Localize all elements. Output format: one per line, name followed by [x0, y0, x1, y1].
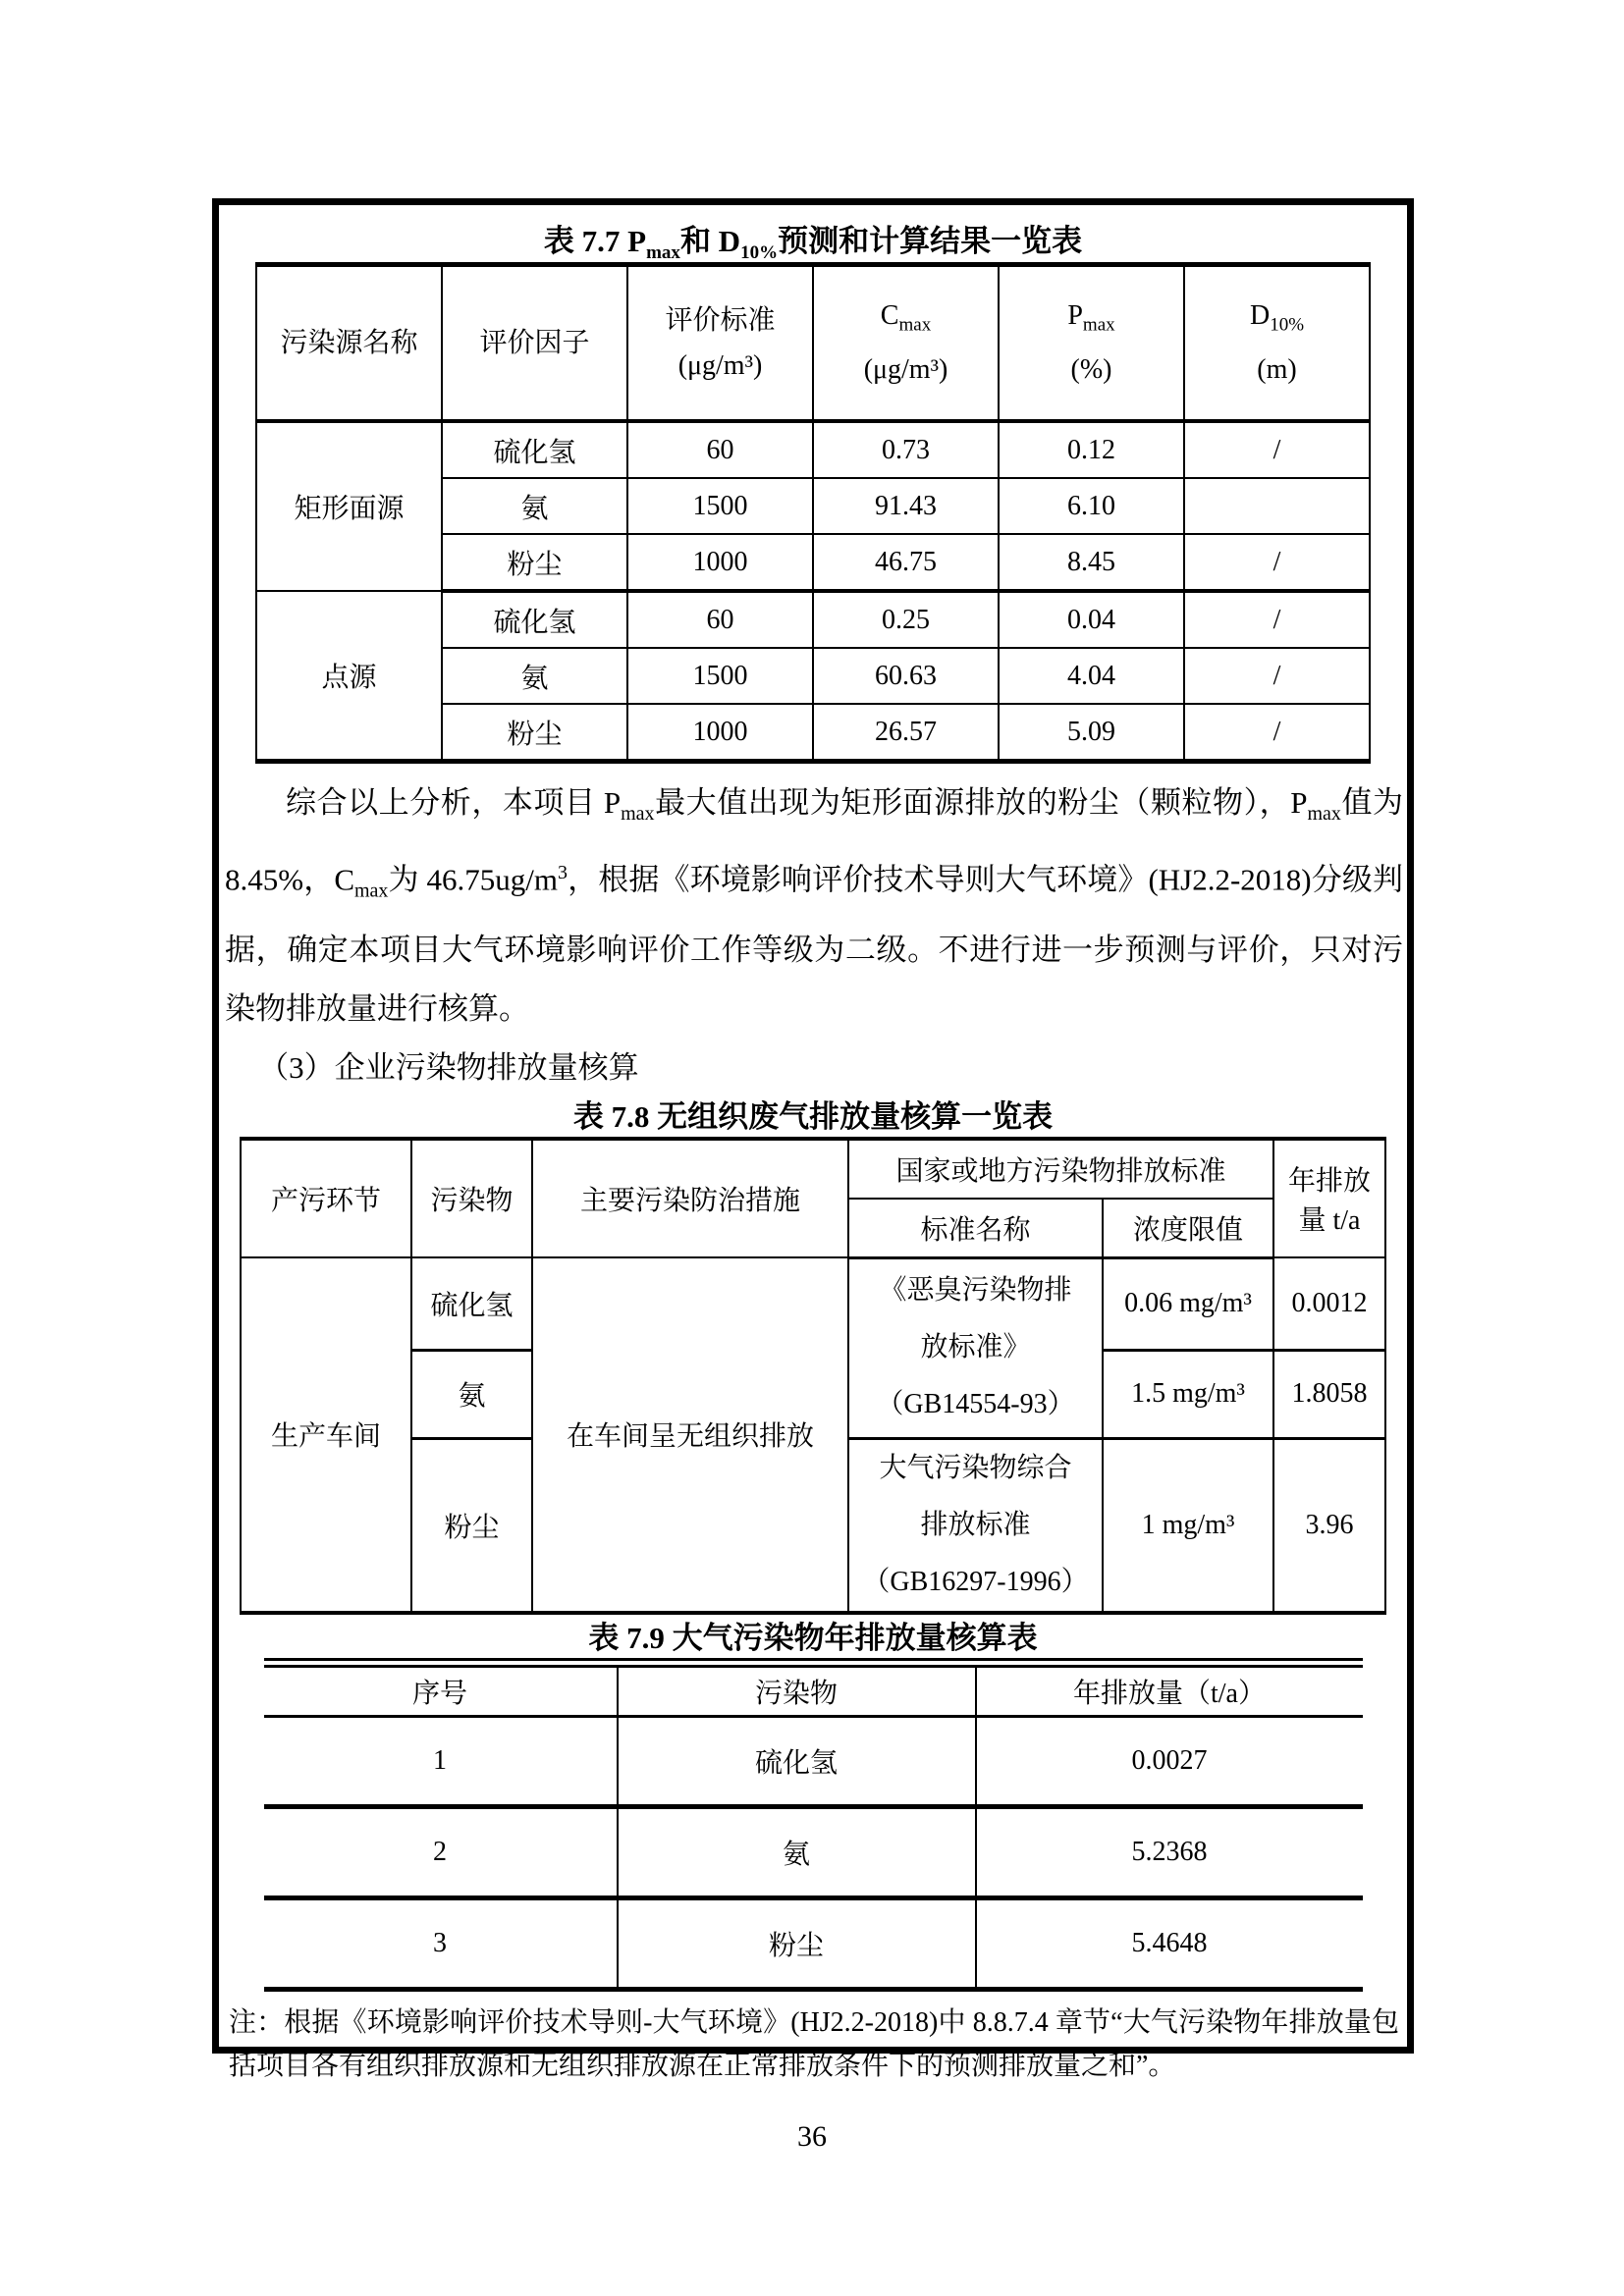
cell-index: 2: [264, 1806, 618, 1897]
col-header-d10: $D_{10\%}$ (m): [1184, 265, 1370, 422]
cell-pollutant: 粉尘: [618, 1897, 976, 1989]
cell-factor: 硫化氢: [442, 591, 627, 648]
col-header-measure: 主要污染防治措施: [532, 1139, 848, 1258]
cell-pmax: 6.10: [999, 478, 1184, 534]
paragraph-text: ，根据《环境影响评价技术导则大气环境》(HJ2.2-2018)分级判据，确定本项目大气环境影响评价工作等级为二级。不进行进一步预测与评价，只对污染物排放量进行核算。: [225, 862, 1403, 1026]
cell-annual: 3.96: [1273, 1438, 1385, 1613]
list-item-3: （3）企业污染物排放量核算: [258, 1049, 639, 1085]
source-group-area: 矩形面源: [256, 421, 442, 591]
cell-factor: 粉尘: [442, 704, 627, 762]
paragraph-text: 值为 8.45%，C: [225, 785, 1403, 897]
table-7-7-title-text: 表 7.7 P: [543, 224, 647, 258]
col-header-annual: 年排放 量 t/a: [1273, 1139, 1385, 1258]
document-frame: [212, 198, 1414, 2081]
cell-pmax: 8.45: [999, 534, 1184, 591]
table-7-7-title-sub-10: 10%: [740, 242, 779, 264]
cell-stage: 生产车间: [241, 1257, 411, 1613]
cell-standard: 60: [627, 591, 813, 648]
cell-index: 3: [264, 1897, 618, 1989]
cell-factor: 粉尘: [442, 534, 627, 591]
cell-annual: 1.8058: [1273, 1350, 1385, 1438]
page-number: 36: [797, 2120, 827, 2153]
table-7-7-title-sub-max: max: [646, 242, 680, 264]
paragraph-sub: max: [621, 803, 655, 826]
cell-pmax: 4.04: [999, 648, 1184, 704]
cell-annual: 0.0012: [1273, 1257, 1385, 1350]
col-header-cmax: $C_{max}$ (μg/m³): [813, 265, 999, 422]
cell-measure: 在车间呈无组织排放: [532, 1257, 848, 1613]
col-header-limit: 浓度限值: [1103, 1199, 1273, 1258]
cell-standard: 1500: [627, 648, 813, 704]
col-header-factor: 评价因子: [442, 265, 627, 422]
cell-standard-name-2: 大气污染物综合 排放标准 （GB16297-1996）: [848, 1438, 1103, 1613]
cell-standard: 1000: [627, 534, 813, 591]
cell-standard-name-1: 《恶臭污染物排 放标准》 （GB14554-93）: [848, 1257, 1103, 1438]
cell-standard: 1500: [627, 478, 813, 534]
source-group-point: 点源: [256, 591, 442, 762]
footnote: 注：根据《环境影响评价技术导则-大气环境》(HJ2.2-2018)中 8.8.7.4 章节“大气污染物年排放量包括项目各有组织排放源和无组织排放源在正常排放条件下的预测排放量之和”。: [229, 2006, 1399, 2081]
cell-factor: 氨: [442, 648, 627, 704]
col-header-pmax: $P_{max}$ (%): [999, 265, 1184, 422]
cell-annual: 5.4648: [976, 1897, 1363, 1989]
cell-pollutant: 氨: [411, 1350, 532, 1438]
cell-pollutant: 粉尘: [411, 1438, 532, 1613]
cell-pollutant: 硫化氢: [618, 1716, 976, 1806]
col-header-index: 序号: [264, 1663, 618, 1717]
col-header-annual: 年排放量（t/a）: [976, 1663, 1363, 1717]
cell-pmax: 0.12: [999, 421, 1184, 478]
col-header-pollutant: 污染物: [618, 1663, 976, 1717]
cell-cmax: 46.75: [813, 534, 999, 591]
cell-cmax: 0.73: [813, 421, 999, 478]
cell-cmax: 91.43: [813, 478, 999, 534]
cell-annual: 0.0027: [976, 1716, 1363, 1806]
table-7-7-title: [219, 221, 1407, 262]
table-7-7-title-suffix: 预测和计算结果一览表: [778, 224, 1083, 258]
table-7-7: [255, 262, 1371, 764]
col-header-stage: 产污环节: [241, 1139, 411, 1258]
paragraph-sup: 3: [558, 862, 568, 884]
cell-cmax: 0.25: [813, 591, 999, 648]
paragraph-text: 为 46.75ug/m: [388, 862, 559, 897]
cell-d10: /: [1184, 421, 1370, 478]
col-header-standard-name: 标准名称: [848, 1199, 1103, 1258]
cell-pmax: 5.09: [999, 704, 1184, 762]
cell-d10: /: [1184, 648, 1370, 704]
paragraph-text: 最大值出现为矩形面源排放的粉尘（颗粒物），P: [654, 785, 1308, 820]
col-header-pollutant: 污染物: [411, 1139, 532, 1258]
cell-pollutant: 氨: [618, 1806, 976, 1897]
table-7-9-title: 表 7.9 大气污染物年排放量核算表: [588, 1620, 1038, 1655]
paragraph-sub: max: [354, 880, 389, 902]
cell-d10: [1184, 478, 1370, 534]
cell-annual: 5.2368: [976, 1806, 1363, 1897]
table-7-8-title: 表 7.8 无组织废气排放量核算一览表: [572, 1098, 1054, 1134]
col-header-standard: 评价标准 (μg/m³): [627, 265, 813, 422]
cell-index: 1: [264, 1716, 618, 1806]
paragraph-sub: max: [1307, 803, 1341, 826]
cell-factor: 氨: [442, 478, 627, 534]
paragraph-text: 综合以上分析，本项目 P: [286, 785, 622, 820]
col-header-source: 污染源名称: [256, 265, 442, 422]
cell-limit: 0.06 mg/m³: [1103, 1257, 1273, 1350]
cell-cmax: 60.63: [813, 648, 999, 704]
cell-pmax: 0.04: [999, 591, 1184, 648]
col-header-standard-group: 国家或地方污染物排放标准: [848, 1139, 1273, 1199]
cell-limit: 1 mg/m³: [1103, 1438, 1273, 1613]
cell-standard: 60: [627, 421, 813, 478]
cell-d10: /: [1184, 591, 1370, 648]
table-7-9: [264, 1658, 1363, 1992]
analysis-paragraph: [225, 774, 1403, 1039]
cell-cmax: 26.57: [813, 704, 999, 762]
cell-standard: 1000: [627, 704, 813, 762]
cell-d10: /: [1184, 704, 1370, 762]
cell-factor: 硫化氢: [442, 421, 627, 478]
table-7-8: [240, 1137, 1386, 1615]
cell-d10: /: [1184, 534, 1370, 591]
cell-limit: 1.5 mg/m³: [1103, 1350, 1273, 1438]
table-7-7-title-mid: 和 D: [679, 224, 741, 258]
cell-pollutant: 硫化氢: [411, 1257, 532, 1350]
